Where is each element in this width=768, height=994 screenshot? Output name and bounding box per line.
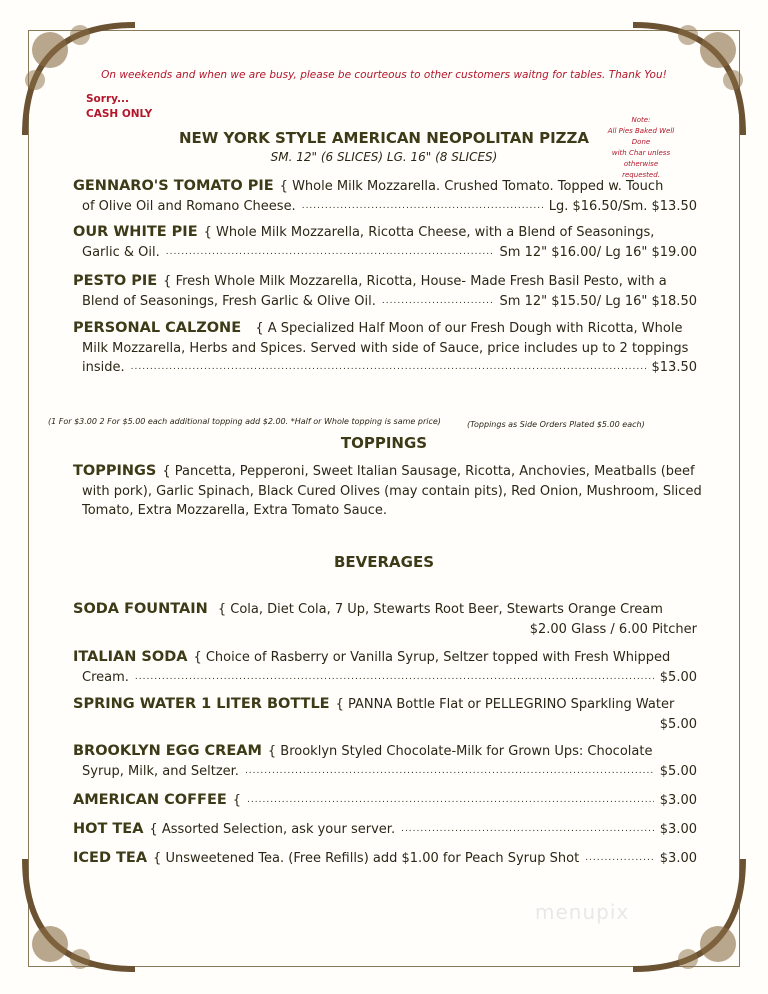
item-name: TOPPINGS [73, 463, 157, 479]
item-description: with pork), Garlic Spinach, Black Cured Olives (may contain pits), Red Onion, Mushroom, Sliced [82, 483, 702, 499]
item-description: { [232, 793, 242, 808]
menu-item [73, 648, 697, 687]
menu-item [73, 820, 697, 840]
item-name: GENNARO'S TOMATO PIE [73, 178, 274, 194]
topping-pricing-note: (1 For $3.00 2 For $5.00 each additional topping add $2.00. *Half or Whole topping is same price) [48, 417, 441, 426]
toppings-heading: TOPPINGS [340, 434, 428, 452]
item-name: SODA FOUNTAIN [73, 601, 208, 617]
menu-item [73, 319, 697, 378]
item-price: Sm 12" $15.50/ Lg 16" $18.50 [499, 293, 697, 309]
item-description: { Choice of Rasberry or Vanilla Syrup, Seltzer topped with Fresh Whipped [193, 650, 671, 665]
item-description: Cream. [82, 669, 129, 685]
item-price: $2.00 Glass / 6.00 Pitcher [529, 621, 697, 637]
beverages-heading: BEVERAGES [333, 553, 435, 571]
item-price: $5.00 [659, 669, 697, 685]
item-description: Syrup, Milk, and Seltzer. [82, 763, 239, 779]
item-description: { Whole Milk Mozzarella, Ricotta Cheese, with a Blend of Seasonings, [203, 225, 655, 240]
leader-dots [247, 791, 654, 811]
item-description: { Whole Milk Mozzarella. Crushed Tomato. Topped w. Touch [279, 179, 664, 194]
item-name: OUR WHITE PIE [73, 224, 198, 240]
item-name: AMERICAN COFFEE [73, 792, 227, 808]
pizza-heading: NEW YORK STYLE AMERICAN NEOPOLITAN PIZZA [178, 129, 590, 147]
menu-item [73, 272, 697, 311]
item-price: $3.00 [659, 851, 697, 866]
item-name: PESTO PIE [73, 273, 158, 289]
item-price: Sm 12" $16.00/ Lg 16" $19.00 [499, 244, 697, 260]
item-price: $5.00 [659, 716, 697, 732]
item-price: Lg. $16.50/Sm. $13.50 [548, 198, 697, 214]
item-description: of Olive Oil and Romano Cheese. [82, 198, 296, 214]
item-description: { A Specialized Half Moon of our Fresh Dough with Ricotta, Whole [247, 321, 683, 336]
item-description: { Unsweetened Tea. (Free Refills) add $1.00 for Peach Syrup Shot [153, 851, 580, 866]
watermark: menupix [535, 900, 630, 924]
item-price: $3.00 [659, 822, 697, 837]
item-price: $5.00 [659, 763, 697, 779]
item-name: ITALIAN SODA [73, 649, 188, 665]
note-title: Note: [631, 116, 651, 124]
item-description: Garlic & Oil. [82, 244, 160, 260]
note-line: with Char unless otherwise [611, 149, 671, 168]
char-note [606, 115, 676, 181]
leader-dots [401, 820, 654, 840]
item-description: Tomato, Extra Mozzarella, Extra Tomato Sauce. [82, 503, 388, 518]
leader-dots [245, 762, 654, 782]
item-description: inside. [82, 360, 125, 375]
menu-item [73, 849, 697, 869]
cash-only-text: CASH ONLY [86, 108, 153, 120]
item-price: $13.50 [651, 360, 697, 375]
menu-item [73, 462, 702, 521]
leader-dots [302, 197, 543, 217]
leader-dots [585, 849, 654, 869]
leader-dots [135, 668, 654, 688]
leader-dots [131, 358, 646, 378]
floral-corner-ornament [628, 854, 748, 974]
menu-item [73, 791, 697, 811]
item-name: SPRING WATER 1 LITER BOTTLE [73, 696, 330, 712]
item-description: { Pancetta, Pepperoni, Sweet Italian Sausage, Ricotta, Anchovies, Meatballs (beef [162, 464, 695, 479]
item-description: { PANNA Bottle Flat or PELLEGRINO Sparkling Water [335, 697, 675, 712]
item-name: HOT TEA [73, 821, 144, 837]
note-line: requested. [622, 171, 660, 179]
item-name: BROOKLYN EGG CREAM [73, 743, 262, 759]
item-description: { Cola, Diet Cola, 7 Up, Stewarts Root Beer, Stewarts Orange Cream [213, 602, 663, 617]
item-price: $3.00 [659, 793, 697, 808]
courtesy-notice: On weekends and when we are busy, please be courteous to other customers waitng for tables. Thank You! [101, 69, 667, 81]
item-description: { Brooklyn Styled Chocolate-Milk for Grown Ups: Chocolate [267, 744, 653, 759]
item-name: ICED TEA [73, 850, 148, 866]
menu-item [73, 600, 697, 639]
floral-corner-ornament [20, 854, 140, 974]
pizza-sizes: SM. 12" (6 SLICES) LG. 16" (8 SLICES) [270, 150, 498, 164]
menu-item [73, 223, 697, 262]
item-description: { Assorted Selection, ask your server. [149, 822, 396, 837]
menu-item [73, 742, 697, 781]
cash-only-notice [86, 92, 152, 122]
sorry-text: Sorry... [86, 93, 129, 105]
item-description: Milk Mozzarella, Herbs and Spices. Served with side of Sauce, price includes up to 2 toppings [82, 340, 689, 356]
note-line: All Pies Baked Well Done [607, 127, 675, 146]
item-description: { Fresh Whole Milk Mozzarella, Ricotta, House- Made Fresh Basil Pesto, with a [163, 274, 667, 289]
side-order-note: (Toppings as Side Orders Plated $5.00 each) [467, 420, 645, 429]
leader-dots [382, 292, 494, 312]
item-name: PERSONAL CALZONE [73, 320, 242, 336]
menu-item [73, 177, 697, 216]
item-description: Blend of Seasonings, Fresh Garlic & Olive Oil. [82, 293, 376, 309]
leader-dots [166, 243, 494, 263]
menu-item [73, 695, 697, 734]
